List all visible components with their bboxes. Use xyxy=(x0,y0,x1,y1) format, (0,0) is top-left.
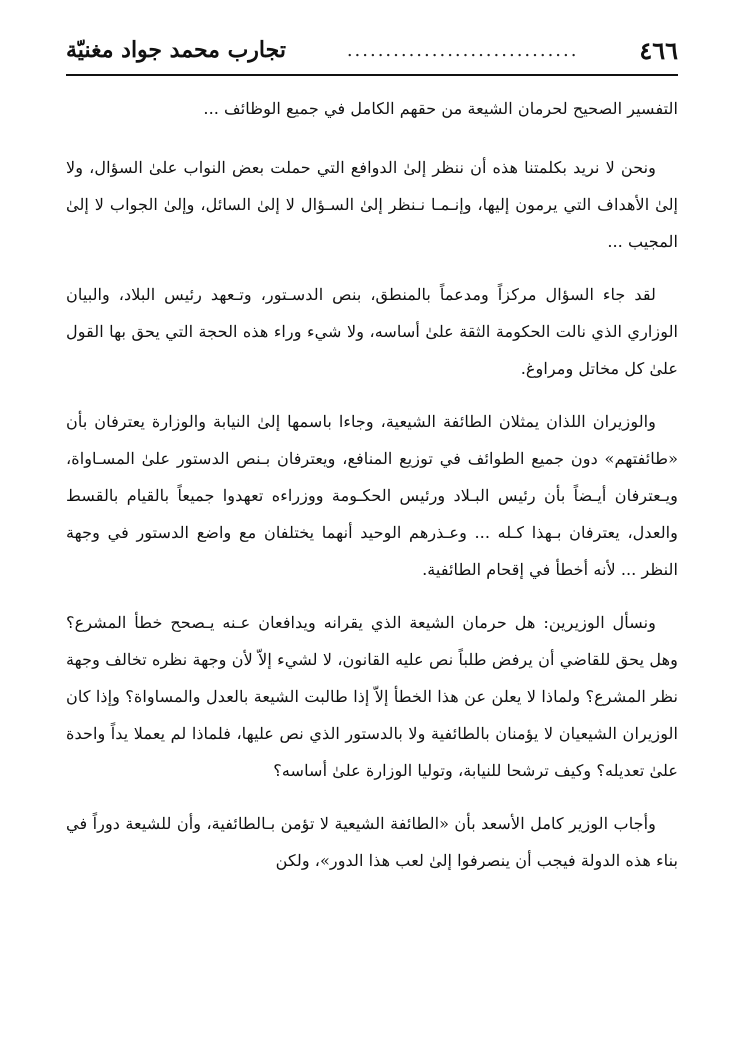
page-header xyxy=(66,30,678,76)
running-title: تجارب محمد جواد مغنيّة xyxy=(66,37,286,63)
paragraph-2: ونحن لا نريد بكلمتنا هذه أن ننظر إلىٰ الدوافع التي حملت بعض النواب علىٰ السؤال، ولا إلىٰ الأهداف التي يرمون إليها، وإنـمـا نـنظر إلىٰ السـؤال لا إلىٰ السائل، وإلىٰ الجواب لا إلىٰ المجيب ... xyxy=(66,158,678,251)
page-number: ٤٦٦ xyxy=(639,35,678,65)
paragraph-5: ونسأل الوزيرين: هل حرمان الشيعة الذي يقرانه ويدافعان عـنه يـصحح خطأ المشرع؟ وهل يحق للقاضي أن يرفض طلباً نص عليه القانون، لا لشيء إلاّ لأن وجهة نظره تخالف وجهة نظر المشرع؟ ولماذا لا يعلن عن هذا الخطأ إلاّ إذا طالبت الشيعة بالعدل والمساواة؟ وإذا كان الوزيران الشيعيان لا يؤمنان بالطائفية ولا بالدستور الذي نص عليها، فلماذا لم يعملا يداً واحدة علىٰ تعديله؟ وكيف ترشحا للنيابة، وتوليا الوزارة علىٰ أساسه؟ xyxy=(66,613,678,780)
paragraph-1: التفسير الصحيح لحرمان الشيعة من حقهم الكامل في جميع الوظائف ... xyxy=(203,99,678,118)
header-number-group xyxy=(639,36,678,65)
paragraph-4: والوزيران اللذان يمثلان الطائفة الشيعية، وجاءا باسمها إلىٰ النيابة والوزارة يعترفان بأن «طائفتهم» دون جميع الطوائف في توزيع المنافع، ويعترفان بـنص الدستور علىٰ المسـاواة، ويـعترفان أيـضاً بأن رئيس البـلاد ورئيس الحكـومة ووزراءه تعهدوا جميعاً بالقيام بالقسط والعدل، يعترفان بـهذا كـله ... وعـذرهم الوحيد أنهما يختلفان مع واضع الدستور في وجهة النظر ... لأنه أخطأ في إقحام الطائفية. xyxy=(66,412,678,579)
paragraph-3: لقد جاء السؤال مركزاً ومدعماً بالمنطق، بنص الدسـتور، وتـعهد رئيس البلاد، والبيان الوزاري الذي نالت الحكومة الثقة علىٰ أساسه، ولا شيء وراء هذه الحجة التي يحق بها القول علىٰ كل مخاتل ومراوغ. xyxy=(66,285,678,378)
header-dot-leader: .............................. xyxy=(346,39,579,61)
book-page xyxy=(66,30,678,895)
paragraph-6: وأجاب الوزير كامل الأسعد بأن «الطائفة الشيعية لا تؤمن بـالطائفية، وأن للشيعة دوراً في بناء هذه الدولة فيجب أن ينصرفوا إلىٰ لعب هذا الدور»، ولكن xyxy=(66,814,678,870)
